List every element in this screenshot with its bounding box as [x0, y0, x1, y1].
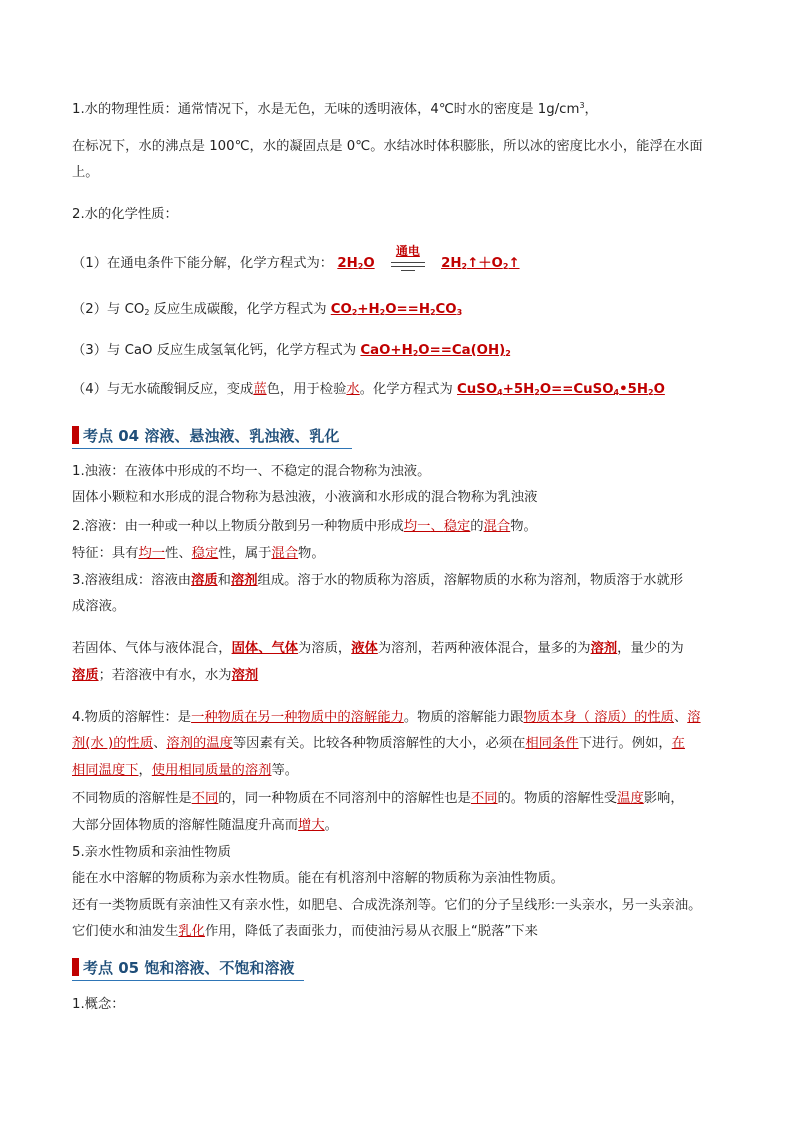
k04-line-7: 若固体、气体与液体混合，固体、气体为溶质，液体为溶剂，若两种液体混合，量多的为溶剂，量少的为 — [72, 641, 684, 656]
k04-line-2: 固体小颗粒和水形成的混合物称为悬浊液，小液滴和水形成的混合物称为乳浊液 — [72, 490, 538, 505]
water-chemical-title: 2.水的化学性质： — [72, 207, 178, 222]
reaction-2-equation: $CO_2+H_2O==H_2CO_3$ — [330, 302, 463, 317]
section-heading-05: 考点 05 饱和溶液、不饱和溶液 — [72, 957, 294, 979]
k04-line-6: 成溶液。 — [72, 599, 126, 614]
water-physical-line-1: 1.水的物理性质：通常情况下，水是无色，无味的透明液体，4℃时水的密度是 $1g/cm^3$， — [72, 101, 598, 117]
reaction-3: （3）与 CaO 反应生成氢氧化钙，化学方程式为 $CaO+H_2O==Ca(OH)_2$ — [72, 343, 511, 358]
heading-marker — [72, 426, 79, 444]
k04-line-5: 3.溶液组成：溶液由溶质和溶剂组成。溶于水的物质称为溶质，溶解物质的水称为溶剂，物质溶于水就形 — [72, 573, 684, 588]
reaction-1-products: $2H_2↑+O_2↑$ — [441, 256, 520, 271]
k04-line-11: 相同温度下，使用相同质量的溶剂等。 — [72, 763, 299, 778]
k04-line-16: 还有一类物质既有亲油性又有亲水性，如肥皂、合成洗涤剂等。它们的分子呈线形:一头亲水，另一头亲油。 — [72, 898, 702, 913]
k04-line-15: 能在水中溶解的物质称为亲水性物质。能在有机溶剂中溶解的物质称为亲油性物质。 — [72, 871, 564, 886]
k04-line-1: 1.浊液：在液体中形成的不均一、不稳定的混合物称为浊液。 — [72, 464, 431, 479]
heading-underline — [72, 980, 304, 981]
reaction-1: （1）在通电条件下能分解，化学方程式为： $2H_2O$ 通电 $2H_2↑+O_2↑$ — [72, 244, 520, 271]
k04-line-10: 剂(水 )的性质、溶剂的温度等因素有关。比较各种物质溶解性的大小，必须在相同条件下进行。例如，在 — [72, 736, 685, 751]
k05-line-1: 1.概念： — [72, 997, 125, 1012]
k04-line-4: 特征：具有均一性、稳定性，属于混合物。 — [72, 546, 325, 561]
section-heading-04: 考点 04 溶液、悬浊液、乳浊液、乳化 — [72, 425, 339, 447]
heading-marker — [72, 958, 79, 976]
k04-line-12: 不同物质的溶解性是不同的，同一种物质在不同溶剂中的溶解性也是不同的。物质的溶解性受温度影响， — [72, 791, 684, 806]
k04-line-9: 4.物质的溶解性：是一种物质在另一种物质中的溶解能力。物质的溶解能力跟物质本身（ 溶质）的性质、溶 — [72, 710, 701, 725]
k04-line-3: 2.溶液：由一种或一种以上物质分散到另一种物质中形成均一、稳定的混合物。 — [72, 519, 537, 534]
reaction-4-equation: $CuSO_4+5H_2O==CuSO_4•5H_2O$ — [457, 382, 665, 397]
heading-underline — [72, 448, 352, 449]
k04-line-17: 它们使水和油发生乳化作用，降低了表面张力，而使油污易从衣服上“脱落”下来 — [72, 924, 538, 939]
reaction-4: （4）与无水硫酸铜反应，变成蓝色，用于检验水。化学方程式为 $CuSO_4+5H_2O==CuSO_4•5H_2O$ — [72, 382, 665, 397]
electrolysis-condition: 通电 — [383, 254, 433, 273]
water-physical-line-3: 上。 — [72, 165, 99, 180]
reaction-3-equation: $CaO+H_2O==Ca(OH)_2$ — [360, 343, 511, 358]
k04-line-8: 溶质；若溶液中有水，水为溶剂 — [72, 668, 259, 683]
water-physical-line-2: 在标况下，水的沸点是 100℃，水的凝固点是 0℃。水结冰时体积膨胀，所以冰的密度比水小，能浮在水面 — [72, 139, 703, 154]
k04-line-13: 大部分固体物质的溶解性随温度升高而增大。 — [72, 818, 338, 833]
k04-line-14: 5.亲水性物质和亲油性物质 — [72, 845, 231, 860]
reaction-2: （2）与 $CO_2$ 反应生成碳酸，化学方程式为 $CO_2+H_2O==H_2CO_3$ — [72, 302, 463, 317]
reaction-1-reactant: $2H_2O$ — [337, 256, 375, 271]
